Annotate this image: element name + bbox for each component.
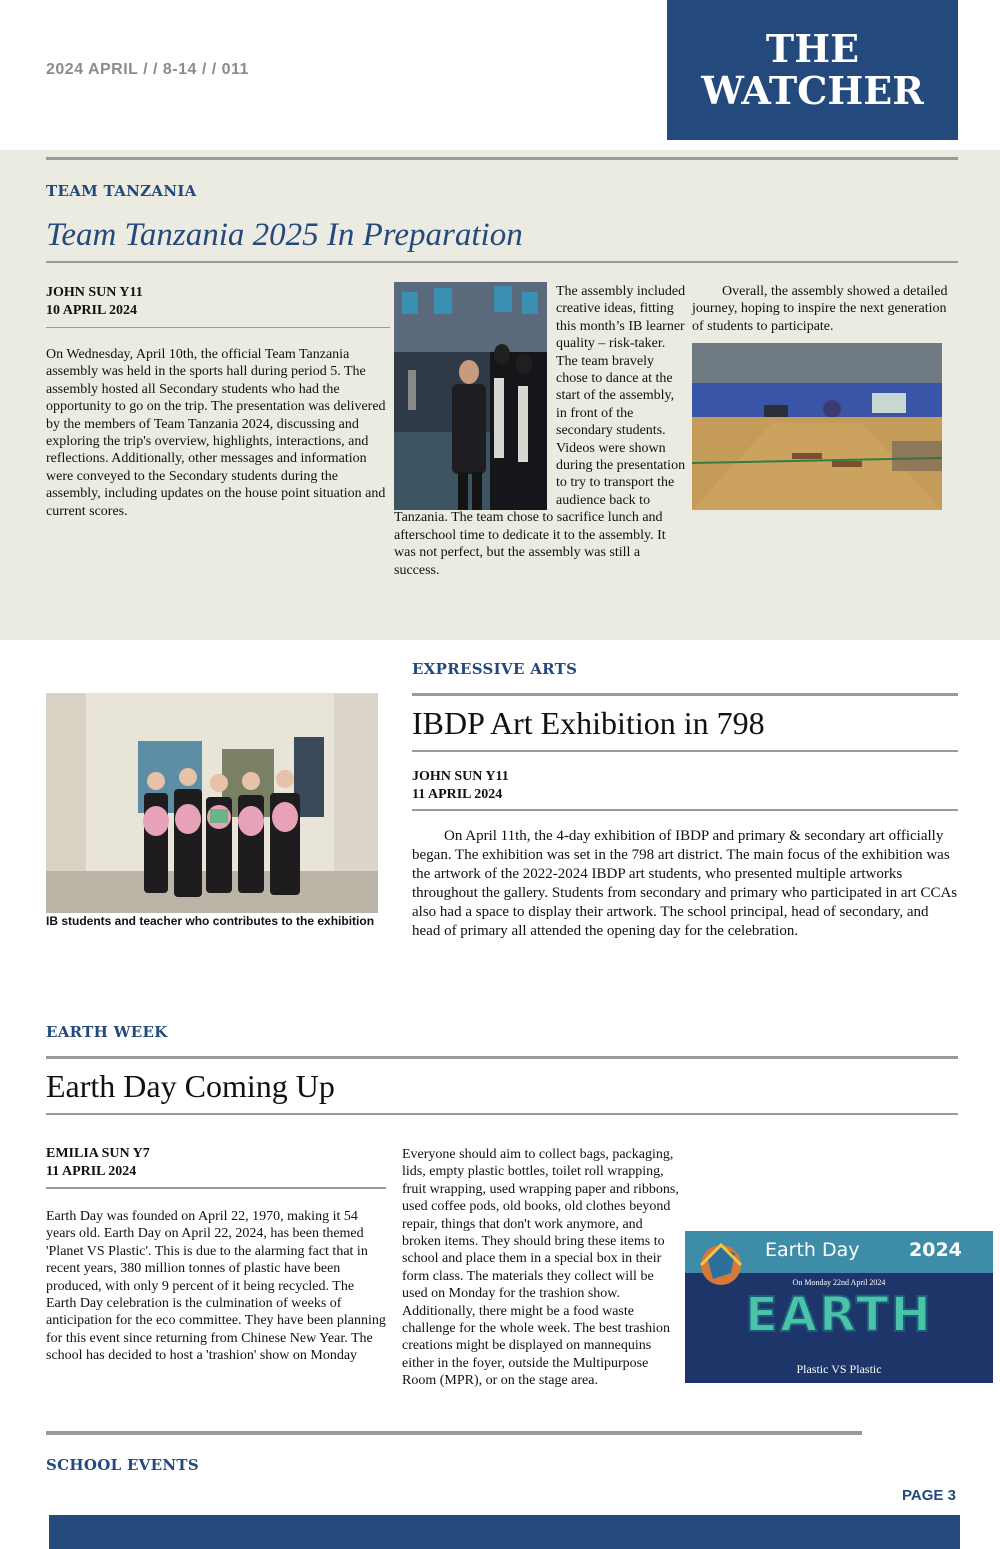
masthead-line-2: WATCHER: [701, 68, 924, 113]
earth-day-poster: [685, 1231, 993, 1383]
section-label-expressive-arts: EXPRESSIVE ARTS: [412, 660, 578, 678]
poster-date-line: On Monday 22nd April 2024: [792, 1278, 886, 1287]
article-title: Earth Day Coming Up: [46, 1068, 335, 1104]
byline: [412, 768, 509, 804]
divider: [46, 1187, 386, 1189]
poster-heading: Earth Day: [765, 1239, 860, 1261]
masthead: [667, 0, 958, 140]
date: 11 APRIL 2024: [412, 787, 503, 802]
divider: [412, 693, 958, 696]
poster-theme: Plastic VS Plastic: [796, 1362, 882, 1376]
article-text-col1: Earth Day was founded on April 22, 1970, making it 54 years old. Earth Day on April 22, 2024, has been themed 'Planet VS Plastic'. This is due to the alarming fact that in recent years, 380 million tonnes of plastic have been produced, with only 9 percent of it being recycled. The Earth Day celebration is the culmination of weeks of anticipation for the eco committee. They have been planning for this event since returning from Chinese New Year. The school has decided to host a 'trashion' show on Monday: [46, 1209, 386, 1364]
divider: [46, 1113, 958, 1115]
poster-year: 2024: [909, 1239, 962, 1261]
exhibition-photo: [46, 693, 378, 913]
author: EMILIA SUN Y7: [46, 1146, 150, 1161]
page-number: PAGE 3: [902, 1487, 956, 1504]
section-label-school-events: SCHOOL EVENTS: [46, 1456, 199, 1474]
byline: [46, 1145, 150, 1181]
divider: [46, 261, 958, 263]
article-text-col1: On Wednesday, April 10th, the official Team Tanzania assembly was held in the sports hall during period 5. The assembly hosted all Secondary students who had the opportunity to go on the trip. The presentation was delivered by the members of Team Tanzania 2024, discussing and exploring the trip's overview, highlights, interactions, and reflections. Additionally, other messages and information were conveyed to the Secondary students during the assembly, including updates on the house point situation and current scores.: [46, 347, 386, 519]
section-label-earth-week: EARTH WEEK: [46, 1023, 168, 1041]
divider: [412, 750, 958, 752]
article-text-col2-content: The assembly included creative ideas, fitting this month’s IB learner quality – risk-taker. The team bravely chose to dance at the start of the assembly, in front of the secondary students. Videos were shown during the presentation to try to transport the audience back to Tanzania. The team chose to sacrifice lunch and afterschool time to dedicate it to the assembly. It was not perfect, but the assembly was still a success.: [394, 284, 686, 578]
divider: [46, 1056, 958, 1059]
date: 10 APRIL 2024: [46, 303, 138, 318]
article-text: On April 11th, the 4-day exhibition of IBDP and primary & secondary art officially began. The exhibition was set in the 798 art district. The main focus of the exhibition was the artwork of the 2022-2024 IBDP art students, who presented multiple artworks throughout the gallery. Students from secondary and primary who participated in art CCAs also had a space to display their artwork. The school principal, head of secondary, and head of primary all attended the opening day for the celebration.: [412, 828, 958, 939]
sports-hall-photo: [692, 343, 942, 510]
section-label-team-tanzania: TEAM TANZANIA: [46, 182, 197, 200]
article-text-col2: Everyone should aim to collect bags, packaging, lids, empty plastic bottles, toilet roll wrapping, fruit wrapping, used wrapping paper and ribbons, used coffee pods, old books, old clothes beyond repair, things that don't work anymore, and broken items. They should bring these items to school and place them in a special box in their form class. The materials they collect will be used on Monday for the trashion show. Additionally, there might be a food waste challenge for the whole week. The best trashion creations might be displayed on mannequins either in the foyer, outside the Multipurpose Room (MPR), or on the stage area.: [402, 1147, 679, 1389]
divider: [46, 157, 958, 160]
article-title: IBDP Art Exhibition in 798: [412, 705, 765, 741]
article-text-col3: Overall, the assembly showed a detailed journey, hoping to inspire the next generation of students to participate.: [692, 284, 948, 334]
date: 11 APRIL 2024: [46, 1164, 137, 1179]
author: JOHN SUN Y11: [412, 769, 509, 784]
author: JOHN SUN Y11: [46, 285, 143, 300]
footer-bar: [49, 1515, 960, 1549]
divider: [46, 327, 390, 328]
divider: [46, 1431, 862, 1435]
issue-line: 2024 APRIL / / 8-14 / / 011: [46, 61, 249, 78]
masthead-line-1: THE: [765, 26, 860, 71]
poster-big-word: EARTH: [745, 1287, 933, 1343]
article-title: Team Tanzania 2025 In Preparation: [46, 217, 523, 253]
photo-caption: IB students and teacher who contributes to the exhibition: [46, 914, 375, 928]
byline: [46, 284, 386, 320]
divider: [412, 809, 958, 811]
article-text-col2: [394, 283, 687, 579]
